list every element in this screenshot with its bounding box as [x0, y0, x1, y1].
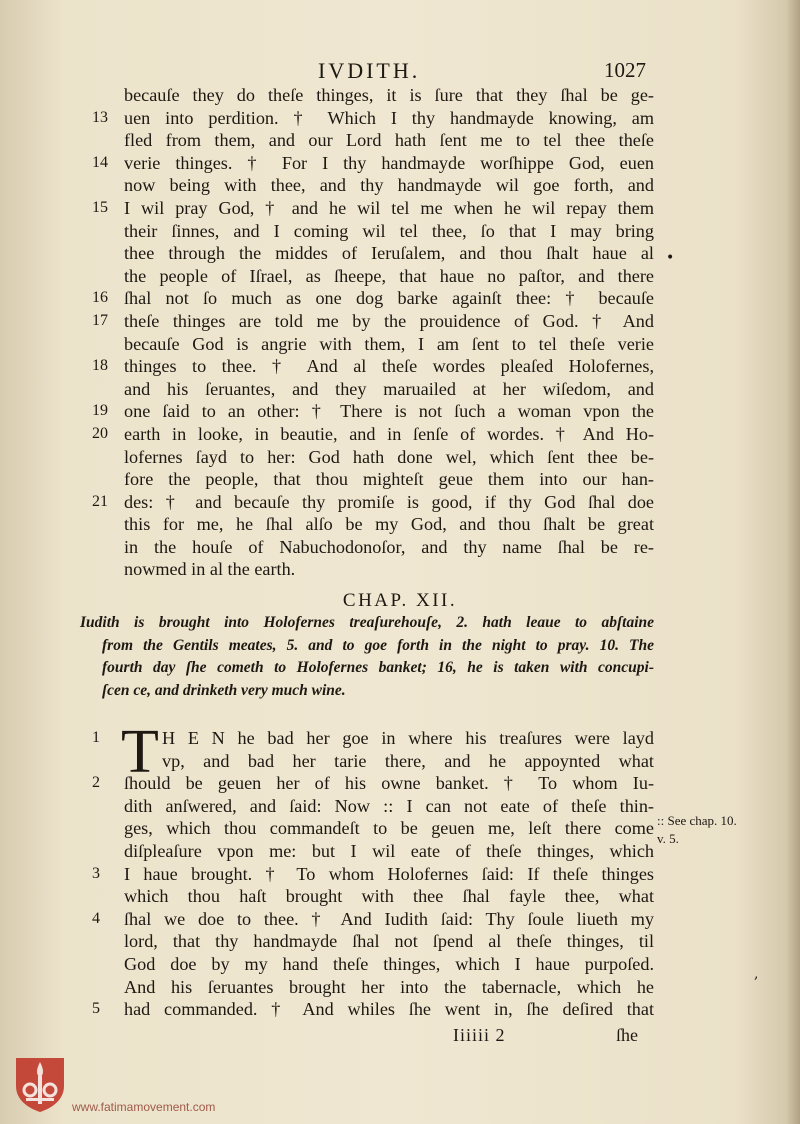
line-text: fore the people, that thou mighteſt geue them into our han-	[124, 469, 654, 490]
fatima-shield-logo	[12, 1054, 68, 1114]
text-line	[0, 242, 800, 265]
text-line	[0, 863, 800, 886]
running-title: IVDITH.	[318, 58, 421, 83]
line-text: their ſinnes, and I coming wil tel thee, ſo that I may bring	[124, 220, 654, 241]
line-text: one ſaid to an other: † There is not ſuch a woman vpon the	[124, 401, 654, 422]
verse-number: 4	[92, 909, 100, 927]
marginal-note	[657, 812, 777, 848]
verse-number: 19	[92, 402, 108, 420]
verse-number: 18	[92, 357, 108, 375]
margin-dot: •	[666, 250, 675, 266]
line-text: ſhould be geuen her of his owne banket. † To whom Iu-	[124, 773, 654, 794]
text-line	[0, 197, 800, 220]
catchword: ſhe	[616, 1025, 638, 1045]
line-text: ſhal not ſo much as one dog barke againſt thee: † becauſe	[124, 288, 654, 309]
text-line	[0, 129, 800, 152]
line-text: des: † and becauſe thy promiſe is good, if thy God ſhal doe	[124, 491, 654, 512]
verse-number: 21	[92, 492, 108, 510]
line-text: thinges to thee. † And al theſe wordes pleaſed Holofernes,	[124, 356, 654, 377]
text-line	[0, 908, 800, 931]
verse-number: 17	[92, 311, 108, 329]
text-line	[0, 772, 800, 795]
text-line	[0, 174, 800, 197]
text-line	[0, 310, 800, 333]
page-number: 1027	[604, 58, 646, 82]
text-line	[0, 750, 800, 773]
line-text: verie thinges. † For I thy handmayde worſhippe God, euen	[124, 152, 654, 173]
text-line	[0, 491, 800, 514]
marginal-note-line: :: See chap. 10.	[657, 813, 737, 828]
summary-line: from the Gentils meates, 5. and to goe forth in the night to pray. 10. The	[102, 636, 654, 654]
line-text: and his ſeruantes, and they maruailed at her wiſedom, and	[124, 378, 654, 399]
line-text: becauſe God is angrie with them, I am ſent to tel theſe verie	[124, 333, 654, 354]
verse-number: 20	[92, 424, 108, 442]
line-text: theſe thinges are told me by the prouidence of God. † And	[124, 310, 654, 331]
verse-number: 3	[92, 864, 100, 882]
line-text: dith anſwered, and ſaid: Now :: I can not eate of theſe thin-	[124, 795, 654, 816]
chapter-heading: CHAP. XII.	[342, 590, 458, 611]
text-line	[0, 355, 800, 378]
verse-number: 14	[92, 153, 108, 171]
text-line	[0, 998, 800, 1021]
line-text: nowmed in al the earth.	[124, 559, 296, 580]
line-text: ſhal we doe to thee. † And Iudith ſaid: Thy ſoule liueth my	[124, 908, 654, 929]
line-text: diſpleaſure vpon me: but I wil eate of theſe thinges, which	[124, 840, 654, 861]
text-line	[0, 107, 800, 130]
line-text: this for me, he ſhal alſo be my God, and thou ſhalt be great	[124, 514, 654, 535]
text-line	[0, 333, 800, 356]
line-text: uen into perdition. † Which I thy handmayde knowing, am	[124, 107, 654, 128]
text-line	[0, 446, 800, 469]
verse-number: 15	[92, 198, 108, 216]
line-text: I wil pray God, † and he wil tel me when he wil repay them	[124, 197, 654, 218]
text-line	[0, 152, 800, 175]
text-line	[0, 976, 800, 999]
summary-line: Iudith is brought into Holofernes treaſurehouſe, 2. hath leaue to abſtaine	[80, 614, 654, 631]
text-line	[0, 953, 800, 976]
text-line	[0, 558, 800, 581]
text-line	[0, 400, 800, 423]
line-text: And his ſeruantes brought her into the tabernacle, which he	[124, 976, 654, 997]
chapter-text	[0, 718, 800, 1021]
summary-line: fourth day ſhe cometh to Holofernes banket; 16, he is taken with concupi-	[102, 659, 654, 676]
text-line	[0, 378, 800, 401]
line-text: in the houſe of Nabuchodonoſor, and thy name ſhal be re-	[124, 536, 654, 557]
chapter-summary	[80, 612, 654, 702]
text-line	[0, 885, 800, 908]
text-line	[0, 265, 800, 288]
line-text: lord, that thy handmayde ſhal not ſpend al theſe thinges, til	[124, 931, 654, 952]
line-text: lofernes ſayd to her: God hath done wel, which ſent thee be-	[124, 446, 654, 467]
verse-number: 2	[92, 774, 100, 792]
line-text: earth in looke, in beautie, and in ſenſe of wordes. † And Ho-	[124, 423, 654, 444]
line-text: becauſe they do theſe thinges, it is ſure that they ſhal be ge-	[124, 85, 654, 105]
line-text: ges, which thou commandeſt to be geuen me, leſt there come	[124, 818, 654, 839]
verse-number: 16	[92, 289, 108, 307]
line-text: thee through the middes of Ieruſalem, and thou ſhalt haue al	[124, 243, 654, 264]
line-text: fled from them, and our Lord hath ſent me to tel thee theſe	[124, 130, 654, 151]
line-text: had commanded. † And whiles ſhe went in, ſhe deſired that	[124, 999, 654, 1020]
watermark-url: www.fatimamovement.com	[72, 1100, 216, 1114]
text-line	[0, 930, 800, 953]
text-line	[0, 468, 800, 491]
line-text: vp, and bad her tarie there, and he appoynted what	[162, 750, 654, 771]
line-text: H E N he bad her goe in where his treaſures were layd	[162, 728, 654, 748]
line-text: now being with thee, and thy handmayde wil goe forth, and	[124, 175, 654, 196]
text-line	[0, 84, 800, 107]
text-line	[0, 220, 800, 243]
drop-cap: T	[121, 718, 159, 786]
line-text: which thou haſt brought with thee ſhal fayle thee, what	[124, 886, 654, 907]
text-line	[0, 727, 800, 750]
line-text: I haue brought. † To whom Holofernes ſaid: If theſe thinges	[124, 863, 654, 884]
signature-mark: Iiiiii 2	[453, 1025, 506, 1045]
text-line	[0, 513, 800, 536]
marginal-note-line: v. 5.	[657, 831, 679, 846]
text-line	[0, 536, 800, 559]
margin-dot: ,	[754, 966, 759, 982]
verse-number: 5	[92, 1000, 100, 1018]
text-line	[0, 423, 800, 446]
summary-line: ſcen ce, and drinketh very much wine.	[102, 681, 346, 699]
verse-number: 1	[92, 729, 100, 746]
body-text	[0, 84, 800, 581]
line-text: the people of Iſrael, as ſheepe, that haue no paſtor, and there	[124, 265, 654, 286]
line-text: God doe by my hand theſe thinges, which I haue purpoſed.	[124, 953, 654, 974]
verse-number: 13	[92, 108, 108, 126]
text-line	[0, 287, 800, 310]
